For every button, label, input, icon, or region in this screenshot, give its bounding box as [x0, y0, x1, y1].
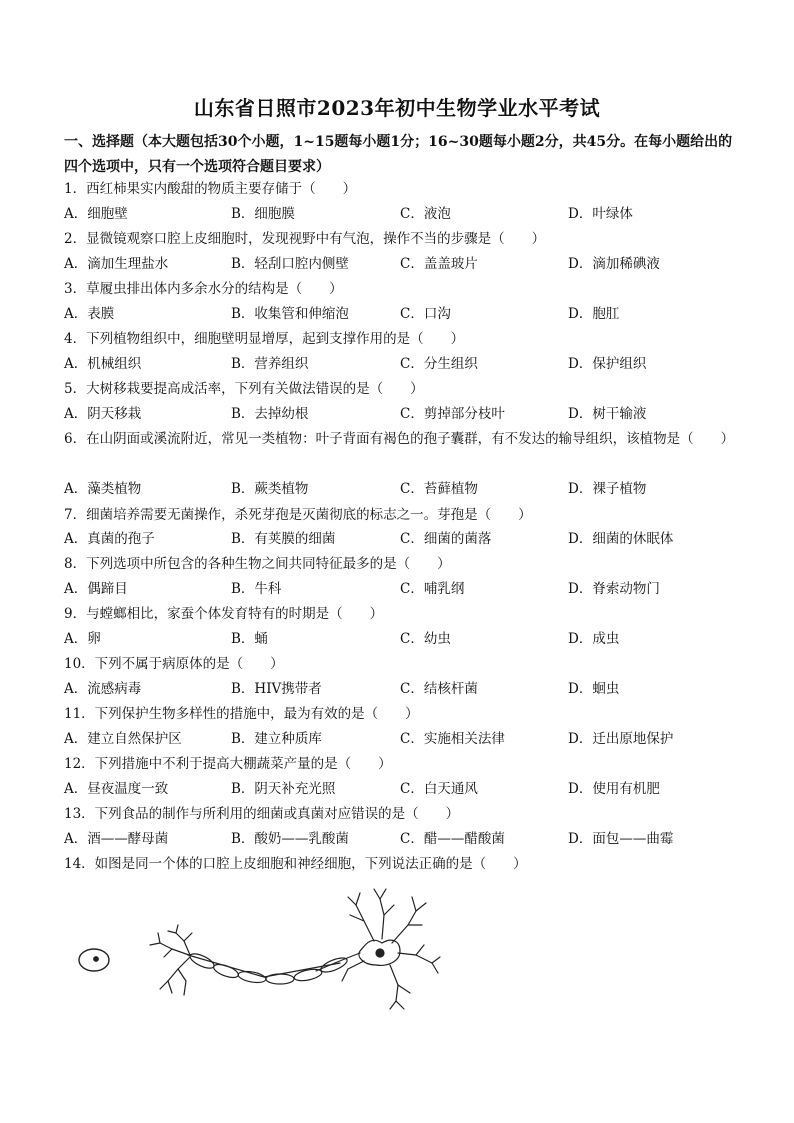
option-b: B．有荚膜的细菌 [231, 531, 336, 547]
option-c: C．白天通风 [400, 781, 478, 797]
option-d: D．面包——曲霉 [568, 831, 674, 847]
question-stem-6: 6．在山阴面或溪流附近，常见一类植物：叶子背面有褐色的孢子囊群，有不发达的输导组织，该植物是（ ） [64, 431, 735, 447]
question-stem-14: 14．如图是同一个体的口腔上皮细胞和神经细胞，下列说法正确的是（ ） [64, 856, 527, 872]
nerve-cell [150, 889, 440, 1009]
option-d: D．蛔虫 [568, 681, 620, 697]
question-options-11 [64, 727, 744, 752]
option-a: A．真菌的孢子 [64, 531, 155, 547]
option-a: A．细胞壁 [64, 206, 128, 222]
question-stem-8: 8．下列选项中所包含的各种生物之间共同特征最多的是（ ） [64, 556, 451, 572]
question-options-3 [64, 302, 744, 327]
option-b: B．HIV携带者 [231, 681, 322, 697]
option-d: D．细菌的休眠体 [568, 531, 674, 547]
option-a: A．昼夜温度一致 [64, 781, 169, 797]
option-d: D．使用有机肥 [568, 781, 660, 797]
question-stem-7: 7．细菌培养需要无菌操作，杀死芽孢是灭菌彻底的标志之一。芽孢是（ ） [64, 507, 532, 523]
question-options-7 [64, 527, 744, 552]
option-c: C．结核杆菌 [400, 681, 478, 697]
question-stem-9: 9．与螳螂相比，家蚕个体发育特有的时期是（ ） [64, 606, 384, 622]
question-options-1 [64, 202, 744, 227]
question-stem-11: 11．下列保护生物多样性的措施中，最为有效的是（ ） [64, 706, 419, 722]
question-options-4 [64, 352, 744, 377]
option-c: C．剪掉部分枝叶 [400, 406, 505, 422]
exam-title: 山东省日照市2023年初中生物学业水平考试 [193, 96, 601, 120]
option-d: D．迁出原地保护 [568, 731, 674, 747]
option-d: D．叶绿体 [568, 206, 633, 222]
option-a: A．流感病毒 [64, 681, 142, 697]
question-options-10 [64, 677, 744, 702]
option-c: C．盖盖玻片 [400, 256, 478, 272]
question-options-8 [64, 577, 744, 602]
option-a: A．卵 [64, 631, 101, 647]
option-b: B．酸奶——乳酸菌 [231, 831, 349, 847]
option-c: C．幼虫 [400, 631, 451, 647]
section-heading: 一、选择题（本大题包括30个小题，1~15题每小题1分；16~30题每小题2分，共45分。在每小题给出的四个选项中，只有一个选项符合题目要求） [64, 134, 733, 175]
question-options-5 [64, 402, 744, 427]
question-options-13 [64, 827, 744, 852]
option-b: B．轻刮口腔内侧壁 [231, 256, 349, 272]
option-d: D．成虫 [568, 631, 620, 647]
question-stem-10: 10．下列不属于病原体的是（ ） [64, 656, 284, 672]
question-stem-13: 13．下列食品的制作与所利用的细菌或真菌对应错误的是（ ） [64, 806, 460, 822]
cell-figure [64, 885, 584, 1015]
option-d: D．胞肛 [568, 306, 620, 322]
question-stem-2: 2．显微镜观察口腔上皮细胞时，发现视野中有气泡，操作不当的步骤是（ ） [64, 231, 546, 247]
question-options-9 [64, 627, 744, 652]
question-stem-1: 1．西红柿果实内酸甜的物质主要存储于（ ） [64, 181, 357, 197]
option-b: B．阴天补充光照 [231, 781, 336, 797]
option-c: C．口沟 [400, 306, 451, 322]
option-b: B．收集管和伸缩泡 [231, 306, 349, 322]
option-c: C．细菌的菌落 [400, 531, 492, 547]
option-b: B．建立种质库 [231, 731, 322, 747]
option-a: A．酒——酵母菌 [64, 831, 169, 847]
option-a: A．表膜 [64, 306, 115, 322]
option-d: D．树干输液 [568, 406, 647, 422]
option-a: A．建立自然保护区 [64, 731, 182, 747]
question-stem-3: 3．草履虫排出体内多余水分的结构是（ ） [64, 281, 343, 297]
option-c: C．液泡 [400, 206, 451, 222]
question-options-12 [64, 777, 744, 802]
option-b: B．蛹 [231, 631, 268, 647]
option-a: A．滴加生理盐水 [64, 256, 169, 272]
option-b: B．营养组织 [231, 356, 309, 372]
question-options-2 [64, 252, 744, 277]
option-d: D．保护组织 [568, 356, 647, 372]
option-a: A．阴天移栽 [64, 406, 142, 422]
option-b: B．细胞膜 [231, 206, 295, 222]
option-c: C．哺乳纲 [400, 581, 465, 597]
option-a: A．偶蹄目 [64, 581, 128, 597]
oral-epithelial-cell [79, 949, 109, 971]
option-b: B．去掉幼根 [231, 406, 309, 422]
option-d: D．滴加稀碘液 [568, 256, 660, 272]
option-d: D．脊索动物门 [568, 581, 660, 597]
option-b: B．蕨类植物 [231, 481, 309, 497]
question-options-6 [64, 477, 744, 502]
option-c: C．分生组织 [400, 356, 478, 372]
question-stem-12: 12．下列措施中不利于提高大棚蔬菜产量的是（ ） [64, 756, 392, 772]
option-b: B．牛科 [231, 581, 282, 597]
question-stem-4: 4．下列植物组织中，细胞壁明显增厚，起到支撑作用的是（ ） [64, 331, 465, 347]
option-c: C．苔藓植物 [400, 481, 478, 497]
option-d: D．裸子植物 [568, 481, 647, 497]
option-a: A．机械组织 [64, 356, 142, 372]
option-a: A．藻类植物 [64, 481, 142, 497]
question-stem-5: 5．大树移栽要提高成活率，下列有关做法错误的是（ ） [64, 381, 424, 397]
option-c: C．实施相关法律 [400, 731, 505, 747]
option-c: C．醋——醋酸菌 [400, 831, 505, 847]
